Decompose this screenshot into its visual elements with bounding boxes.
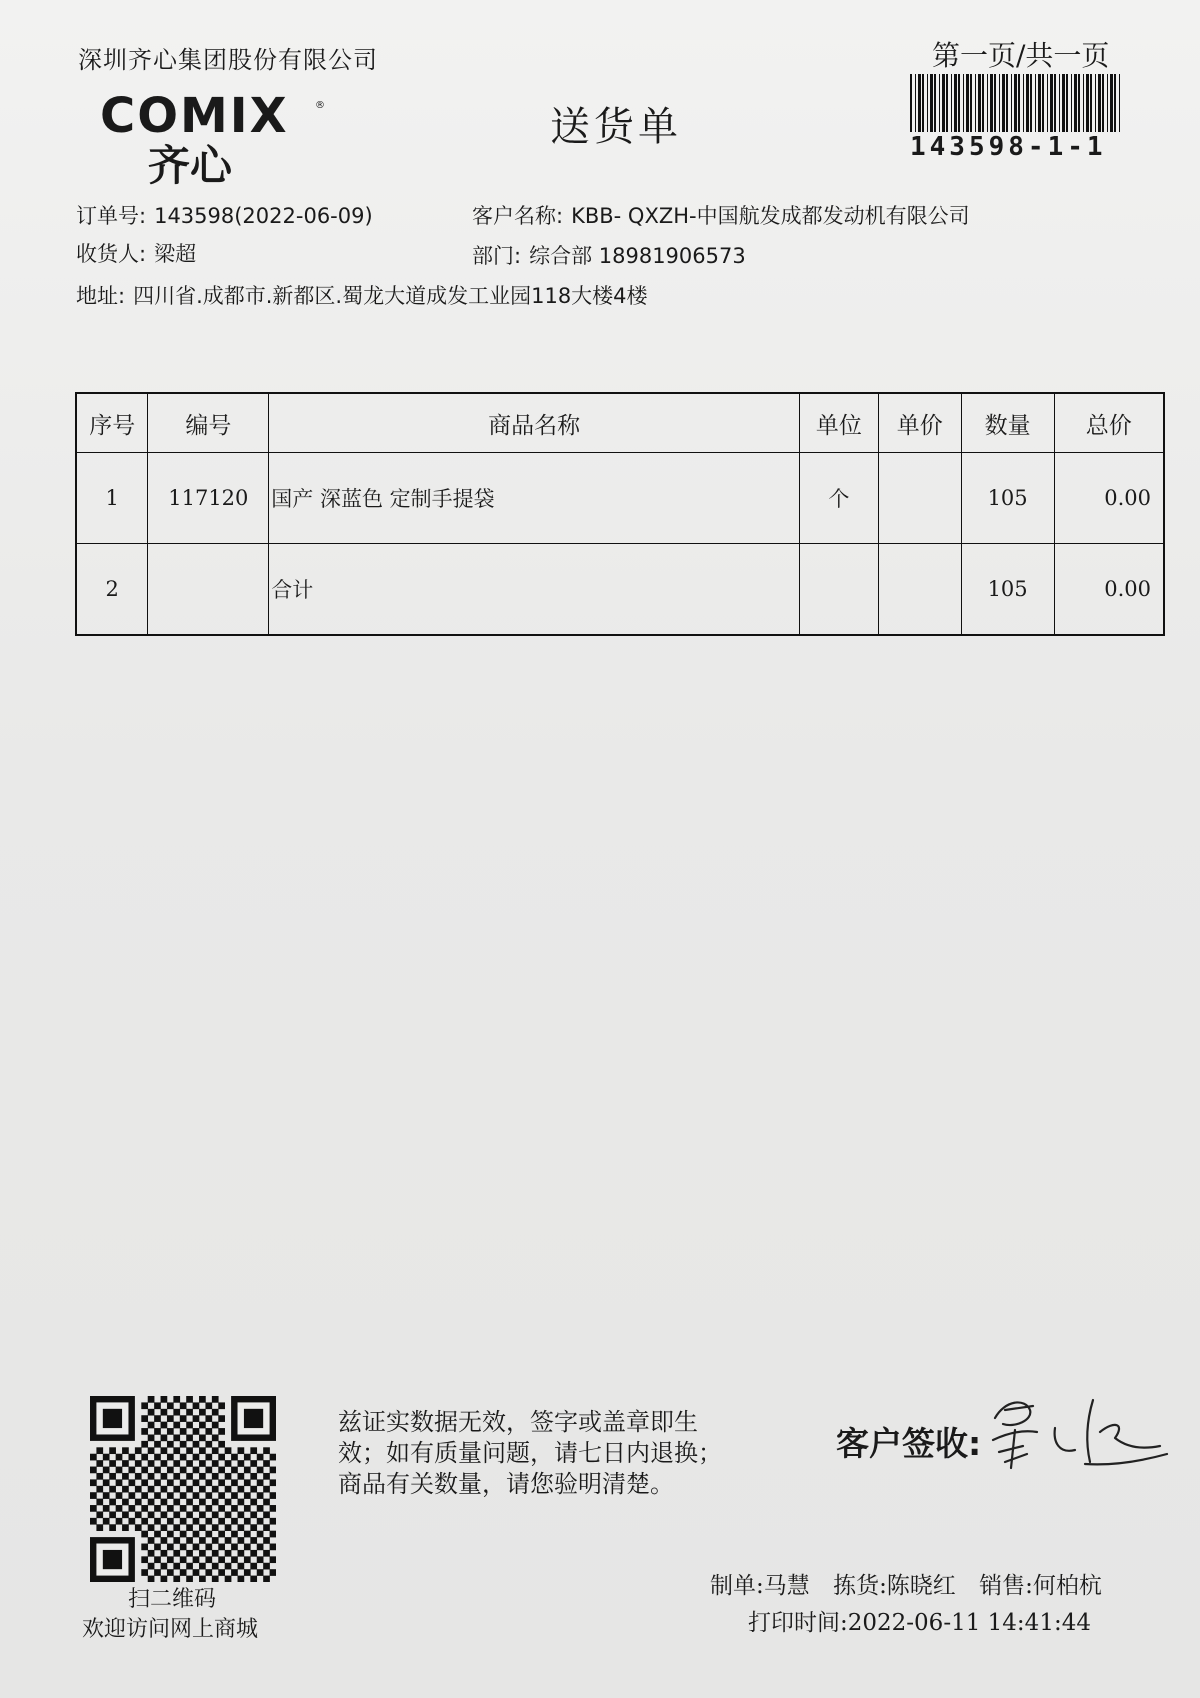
order-number-value: 143598(2022-06-09) <box>154 204 373 228</box>
comix-logo <box>100 92 340 192</box>
cell-unit-price <box>878 453 961 544</box>
qr-code-graphic <box>90 1396 276 1582</box>
header-unit: 单位 <box>799 393 878 453</box>
cell-total: 0.00 <box>1054 544 1164 636</box>
cell-unit-price <box>878 544 961 636</box>
table-row <box>76 544 1164 636</box>
document-title: 送货单 <box>550 104 682 150</box>
cell-product-name: 合计 <box>269 544 800 636</box>
picker-field: 拣货:陈晓红 <box>833 1573 956 1599</box>
order-number-field <box>76 200 373 230</box>
qr-caption-scan: 扫二维码 <box>128 1587 217 1612</box>
cell-code <box>148 544 269 636</box>
header-product-name: 商品名称 <box>269 393 800 453</box>
header-quantity: 数量 <box>961 393 1054 453</box>
customer-sign-label: 客户签收: <box>836 1424 982 1463</box>
receiver-value: 梁超 <box>154 242 197 266</box>
qr-caption-welcome: 欢迎访问网上商城 <box>82 1617 259 1642</box>
cell-unit: 个 <box>799 453 878 544</box>
cell-code: 117120 <box>148 453 269 544</box>
items-table <box>75 392 1165 636</box>
table-header-row <box>76 393 1164 453</box>
cell-quantity: 105 <box>961 544 1054 636</box>
barcode-graphic <box>908 74 1124 134</box>
customer-name-value: KBB- QXZH-中国航发成都发动机有限公司 <box>571 204 970 228</box>
receiver-field <box>76 238 196 268</box>
company-name: 深圳齐心集团股份有限公司 <box>78 46 378 74</box>
notice-text: 兹证实数据无效，签字或盖章即生效；如有质量问题，请七日内退换；商品有关数量，请您验明清楚。 <box>338 1408 722 1498</box>
header-total: 总价 <box>1054 393 1164 453</box>
barcode-number: 143598-1-1 <box>910 132 1107 162</box>
print-time: 打印时间:2022-06-11 14:41:44 <box>748 1610 1091 1636</box>
receiver-label: 收货人: <box>76 242 147 266</box>
address-field <box>76 280 648 310</box>
header-code: 编号 <box>148 393 269 453</box>
staff-line <box>710 1567 1118 1600</box>
cell-seq: 1 <box>76 453 148 544</box>
address-label: 地址: <box>76 284 126 308</box>
cell-unit <box>799 544 878 636</box>
handwritten-signature <box>975 1380 1175 1490</box>
customer-name-label: 客户名称: <box>472 204 564 228</box>
header-seq: 序号 <box>76 393 148 453</box>
svg-text:®: ® <box>315 100 325 111</box>
address-value: 四川省.成都市.新都区.蜀龙大道成发工业园118大楼4楼 <box>133 284 648 308</box>
svg-text:COMIX: COMIX <box>100 92 289 144</box>
header-unit-price: 单价 <box>878 393 961 453</box>
order-number-label: 订单号: <box>76 204 147 228</box>
sales-field: 销售:何柏杭 <box>979 1573 1102 1599</box>
department-value: 综合部 18981906573 <box>529 244 746 268</box>
customer-name-field <box>472 200 970 230</box>
maker-field: 制单:马慧 <box>710 1573 810 1599</box>
cell-product-name: 国产 深蓝色 定制手提袋 <box>269 453 800 544</box>
cell-total: 0.00 <box>1054 453 1164 544</box>
svg-text:齐心: 齐心 <box>148 141 233 190</box>
department-field <box>472 240 746 270</box>
page-indicator: 第一页/共一页 <box>932 39 1110 72</box>
table-row <box>76 453 1164 544</box>
cell-quantity: 105 <box>961 453 1054 544</box>
department-label: 部门: <box>472 244 522 268</box>
cell-seq: 2 <box>76 544 148 636</box>
